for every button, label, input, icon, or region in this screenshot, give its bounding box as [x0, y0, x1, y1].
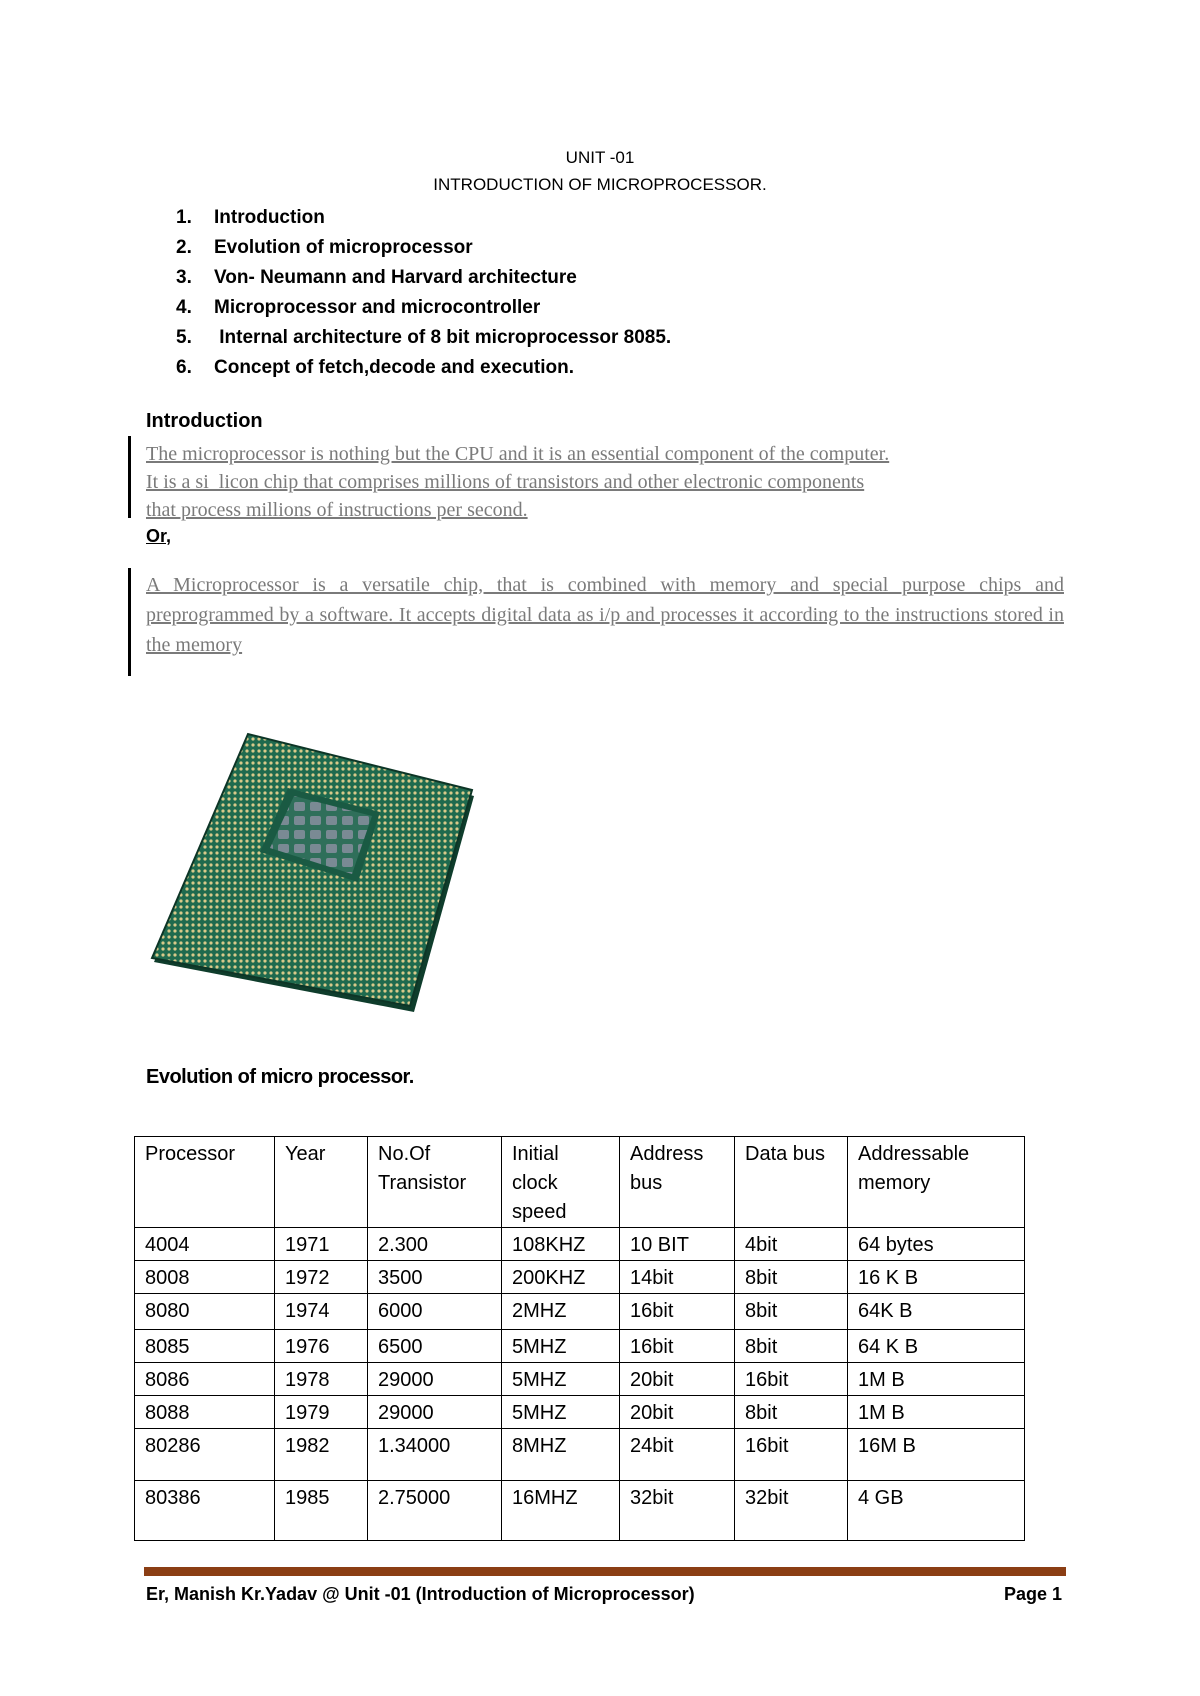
- table-cell: 8MHZ: [502, 1429, 620, 1481]
- table-cell: 8086: [135, 1363, 275, 1396]
- toc-item: [176, 293, 671, 323]
- table-cell: 8088: [135, 1396, 275, 1429]
- table-header-row: [135, 1137, 1025, 1228]
- table-cell: 1985: [275, 1481, 368, 1541]
- column-header: Addressable memory: [848, 1137, 1025, 1228]
- table-cell: 8008: [135, 1261, 275, 1294]
- table-row: [135, 1330, 1025, 1363]
- table-cell: 1971: [275, 1228, 368, 1261]
- toc-text: Introduction: [214, 207, 325, 228]
- table-cell: 64K B: [848, 1294, 1025, 1330]
- table-cell: 64 K B: [848, 1330, 1025, 1363]
- table-of-contents: [176, 203, 671, 383]
- table-cell: 3500: [368, 1261, 502, 1294]
- footer-divider: [144, 1567, 1066, 1576]
- table-cell: 20bit: [620, 1363, 735, 1396]
- toc-item: [176, 323, 671, 353]
- table-cell: 10 BIT: [620, 1228, 735, 1261]
- page-number: Page 1: [1004, 1584, 1063, 1604]
- toc-number: 4.: [176, 297, 192, 318]
- toc-number: 5.: [176, 327, 192, 348]
- table-cell: 1M B: [848, 1363, 1025, 1396]
- table-cell: 2MHZ: [502, 1294, 620, 1330]
- revision-bar: [128, 436, 131, 518]
- toc-number: 1.: [176, 207, 192, 228]
- table-cell: 16bit: [735, 1429, 848, 1481]
- toc-item: [176, 233, 671, 263]
- evolution-heading: Evolution of micro processor.: [146, 1066, 414, 1088]
- table-cell: 8bit: [735, 1330, 848, 1363]
- toc-number: 2.: [176, 237, 192, 258]
- table-cell: 5MHZ: [502, 1396, 620, 1429]
- column-header: Initial clock speed: [502, 1137, 620, 1228]
- table-cell: 4 GB: [848, 1481, 1025, 1541]
- or-label: Or,: [146, 526, 172, 546]
- footer-author: Er, Manish Kr.Yadav @ Unit -01 (Introduction of Microprocessor): [146, 1584, 695, 1604]
- column-header: Data bus: [735, 1137, 848, 1228]
- table-row: [135, 1429, 1025, 1481]
- table-row: [135, 1228, 1025, 1261]
- table-cell: 24bit: [620, 1429, 735, 1481]
- column-header: No.Of Transistor: [368, 1137, 502, 1228]
- table-cell: 5MHZ: [502, 1330, 620, 1363]
- table-cell: 1.34000: [368, 1429, 502, 1481]
- paragraph-line: It is a si_licon chip that comprises millions of transistors and other electronic components: [146, 471, 865, 493]
- table-cell: 16bit: [620, 1294, 735, 1330]
- table-cell: 32bit: [735, 1481, 848, 1541]
- table-cell: 32bit: [620, 1481, 735, 1541]
- table-cell: 1978: [275, 1363, 368, 1396]
- table-cell: 8080: [135, 1294, 275, 1330]
- table-cell: 108KHZ: [502, 1228, 620, 1261]
- table-cell: 80386: [135, 1481, 275, 1541]
- table-cell: 64 bytes: [848, 1228, 1025, 1261]
- table-cell: 6000: [368, 1294, 502, 1330]
- toc-item: [176, 203, 671, 233]
- chapter-title: INTRODUCTION OF MICROPROCESSOR.: [433, 175, 767, 194]
- column-header: Year: [275, 1137, 368, 1228]
- table-cell: 29000: [368, 1396, 502, 1429]
- table-row: [135, 1261, 1025, 1294]
- column-header: Address bus: [620, 1137, 735, 1228]
- table-row: [135, 1294, 1025, 1330]
- toc-text: Evolution of microprocessor: [214, 237, 473, 258]
- table-cell: 1M B: [848, 1396, 1025, 1429]
- table-cell: 16bit: [735, 1363, 848, 1396]
- table-cell: 16bit: [620, 1330, 735, 1363]
- table-cell: 2.75000: [368, 1481, 502, 1541]
- table-row: [135, 1363, 1025, 1396]
- toc-text: Von- Neumann and Harvard architecture: [214, 267, 577, 288]
- table-cell: 16M B: [848, 1429, 1025, 1481]
- toc-number: 6.: [176, 357, 192, 378]
- table-cell: 29000: [368, 1363, 502, 1396]
- toc-item: [176, 263, 671, 293]
- table-cell: 20bit: [620, 1396, 735, 1429]
- table-cell: 2.300: [368, 1228, 502, 1261]
- table-cell: 200KHZ: [502, 1261, 620, 1294]
- table-cell: 4bit: [735, 1228, 848, 1261]
- table-cell: 1979: [275, 1396, 368, 1429]
- toc-number: 3.: [176, 267, 192, 288]
- table-cell: 1972: [275, 1261, 368, 1294]
- table-cell: 1976: [275, 1330, 368, 1363]
- table-cell: 6500: [368, 1330, 502, 1363]
- paragraph-line: that process millions of instructions per second.: [146, 499, 528, 521]
- definition-paragraph: A Microprocessor is a versatile chip, that is combined with memory and special purpose chips and preprogrammed by a software. It accepts digital data as i/p and processes it according to the instructions stored in the memory: [146, 574, 1064, 656]
- table-row: [135, 1481, 1025, 1541]
- table-cell: 14bit: [620, 1261, 735, 1294]
- toc-item: [176, 353, 671, 383]
- table-cell: 8bit: [735, 1294, 848, 1330]
- microprocessor-chip-image: [148, 730, 480, 1012]
- unit-title: UNIT -01: [565, 148, 635, 167]
- table-cell: 80286: [135, 1429, 275, 1481]
- revision-bar: [128, 568, 131, 676]
- table-cell: 5MHZ: [502, 1363, 620, 1396]
- table-row: [135, 1396, 1025, 1429]
- introduction-heading: Introduction: [146, 410, 263, 432]
- table-cell: 8bit: [735, 1261, 848, 1294]
- table-cell: 8bit: [735, 1396, 848, 1429]
- table-cell: 16 K B: [848, 1261, 1025, 1294]
- paragraph-line: The microprocessor is nothing but the CPU and it is an essential component of the computer.: [146, 443, 890, 465]
- toc-text: Internal architecture of 8 bit microprocessor 8085.: [214, 327, 672, 348]
- table-cell: 16MHZ: [502, 1481, 620, 1541]
- evolution-table: [134, 1136, 1025, 1541]
- toc-text: Concept of fetch,decode and execution.: [214, 357, 574, 378]
- introduction-paragraph: [146, 440, 1066, 524]
- table-cell: 1982: [275, 1429, 368, 1481]
- toc-text: Microprocessor and microcontroller: [214, 297, 541, 318]
- table-cell: 4004: [135, 1228, 275, 1261]
- table-cell: 1974: [275, 1294, 368, 1330]
- table-cell: 8085: [135, 1330, 275, 1363]
- column-header: Processor: [135, 1137, 275, 1228]
